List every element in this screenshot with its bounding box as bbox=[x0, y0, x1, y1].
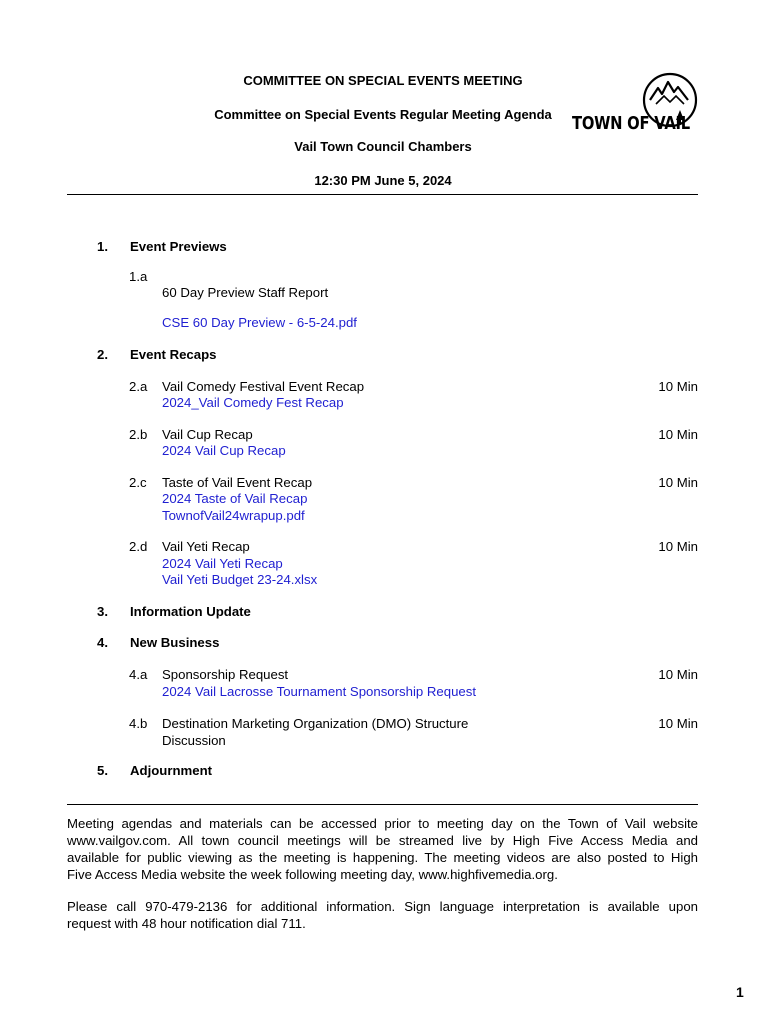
section-5-number: 5. bbox=[97, 763, 108, 778]
footer-p1-line-1: Meeting agendas and materials can be accessed prior to meeting day on the Town of Vail website bbox=[67, 816, 698, 831]
meeting-location: Vail Town Council Chambers bbox=[294, 139, 472, 154]
section-1-title: Event Previews bbox=[130, 239, 227, 254]
footer-paragraph-1 bbox=[67, 815, 698, 883]
item-4a-duration: 10 Min bbox=[658, 667, 698, 682]
section-3-title: Information Update bbox=[130, 604, 251, 619]
item-4a-title: Sponsorship Request bbox=[162, 667, 289, 682]
item-2d-title: Vail Yeti Recap bbox=[162, 539, 250, 554]
item-4b-title-line-1: Destination Marketing Organization (DMO) Structure bbox=[162, 716, 469, 731]
footer-p1-line-3: available for public viewing as the meeting is happening. The meeting videos are also posted to High bbox=[67, 850, 698, 865]
item-2c-title: Taste of Vail Event Recap bbox=[162, 475, 313, 490]
item-2d-duration: 10 Min bbox=[658, 539, 698, 554]
footer-p1-line-2: www.vailgov.com. All town council meetings will be streamed live by High Five Access Media and bbox=[67, 833, 698, 848]
item-1a-number: 1.a bbox=[129, 269, 148, 284]
section-4-title: New Business bbox=[130, 635, 220, 650]
item-4b-duration: 10 Min bbox=[658, 716, 698, 731]
item-2a-duration: 10 Min bbox=[658, 379, 698, 394]
town-of-vail-logo bbox=[572, 70, 704, 134]
item-2a-attachment-link[interactable]: 2024_Vail Comedy Fest Recap bbox=[162, 395, 344, 410]
footer-p2-line-1: Please call 970-479-2136 for additional information. Sign language interpretation is available upon bbox=[67, 899, 698, 914]
item-4a-attachment-link[interactable]: 2024 Vail Lacrosse Tournament Sponsorship Request bbox=[162, 684, 477, 699]
item-2b-title: Vail Cup Recap bbox=[162, 427, 253, 442]
item-2c-attachment-link-2[interactable]: TownofVail24wrapup.pdf bbox=[162, 508, 305, 523]
logo-text: TOWN OF VAIL bbox=[572, 113, 690, 134]
footer-divider bbox=[67, 804, 698, 805]
section-2-number: 2. bbox=[97, 347, 108, 362]
meeting-subtitle: Committee on Special Events Regular Meeting Agenda bbox=[214, 107, 552, 122]
section-5-title: Adjournment bbox=[130, 763, 213, 778]
item-1a-title: 60 Day Preview Staff Report bbox=[162, 285, 329, 300]
item-2a-title: Vail Comedy Festival Event Recap bbox=[162, 379, 365, 394]
item-2d-number: 2.d bbox=[129, 539, 148, 554]
item-2b-number: 2.b bbox=[129, 427, 148, 442]
item-1a-attachment-link[interactable]: CSE 60 Day Preview - 6-5-24.pdf bbox=[162, 315, 357, 330]
footer-p2-line-2: request with 48 hour notification dial 711. bbox=[67, 916, 306, 931]
item-2d-attachment-link-2[interactable]: Vail Yeti Budget 23-24.xlsx bbox=[162, 572, 318, 587]
item-4b-number: 4.b bbox=[129, 716, 148, 731]
item-4a-number: 4.a bbox=[129, 667, 148, 682]
meeting-title: COMMITTEE ON SPECIAL EVENTS MEETING bbox=[243, 73, 523, 88]
section-4-number: 4. bbox=[97, 635, 108, 650]
item-2b-duration: 10 Min bbox=[658, 427, 698, 442]
item-2a-number: 2.a bbox=[129, 379, 148, 394]
item-2b-attachment-link[interactable]: 2024 Vail Cup Recap bbox=[162, 443, 286, 458]
item-2c-attachment-link-1[interactable]: 2024 Taste of Vail Recap bbox=[162, 491, 308, 506]
item-2d-attachment-link-1[interactable]: 2024 Vail Yeti Recap bbox=[162, 556, 283, 571]
header-divider bbox=[67, 194, 698, 195]
section-2-title: Event Recaps bbox=[130, 347, 217, 362]
page-number: 1 bbox=[736, 984, 744, 1000]
footer-p1-line-4: Five Access Media website the week following meeting day, www.highfivemedia.org. bbox=[67, 867, 558, 882]
section-3-number: 3. bbox=[97, 604, 108, 619]
item-2c-number: 2.c bbox=[129, 475, 147, 490]
section-1-number: 1. bbox=[97, 239, 108, 254]
meeting-datetime: 12:30 PM June 5, 2024 bbox=[314, 173, 452, 188]
item-2c-duration: 10 Min bbox=[658, 475, 698, 490]
footer-paragraph-2 bbox=[67, 898, 698, 932]
item-4b-title-line-2: Discussion bbox=[162, 733, 226, 748]
